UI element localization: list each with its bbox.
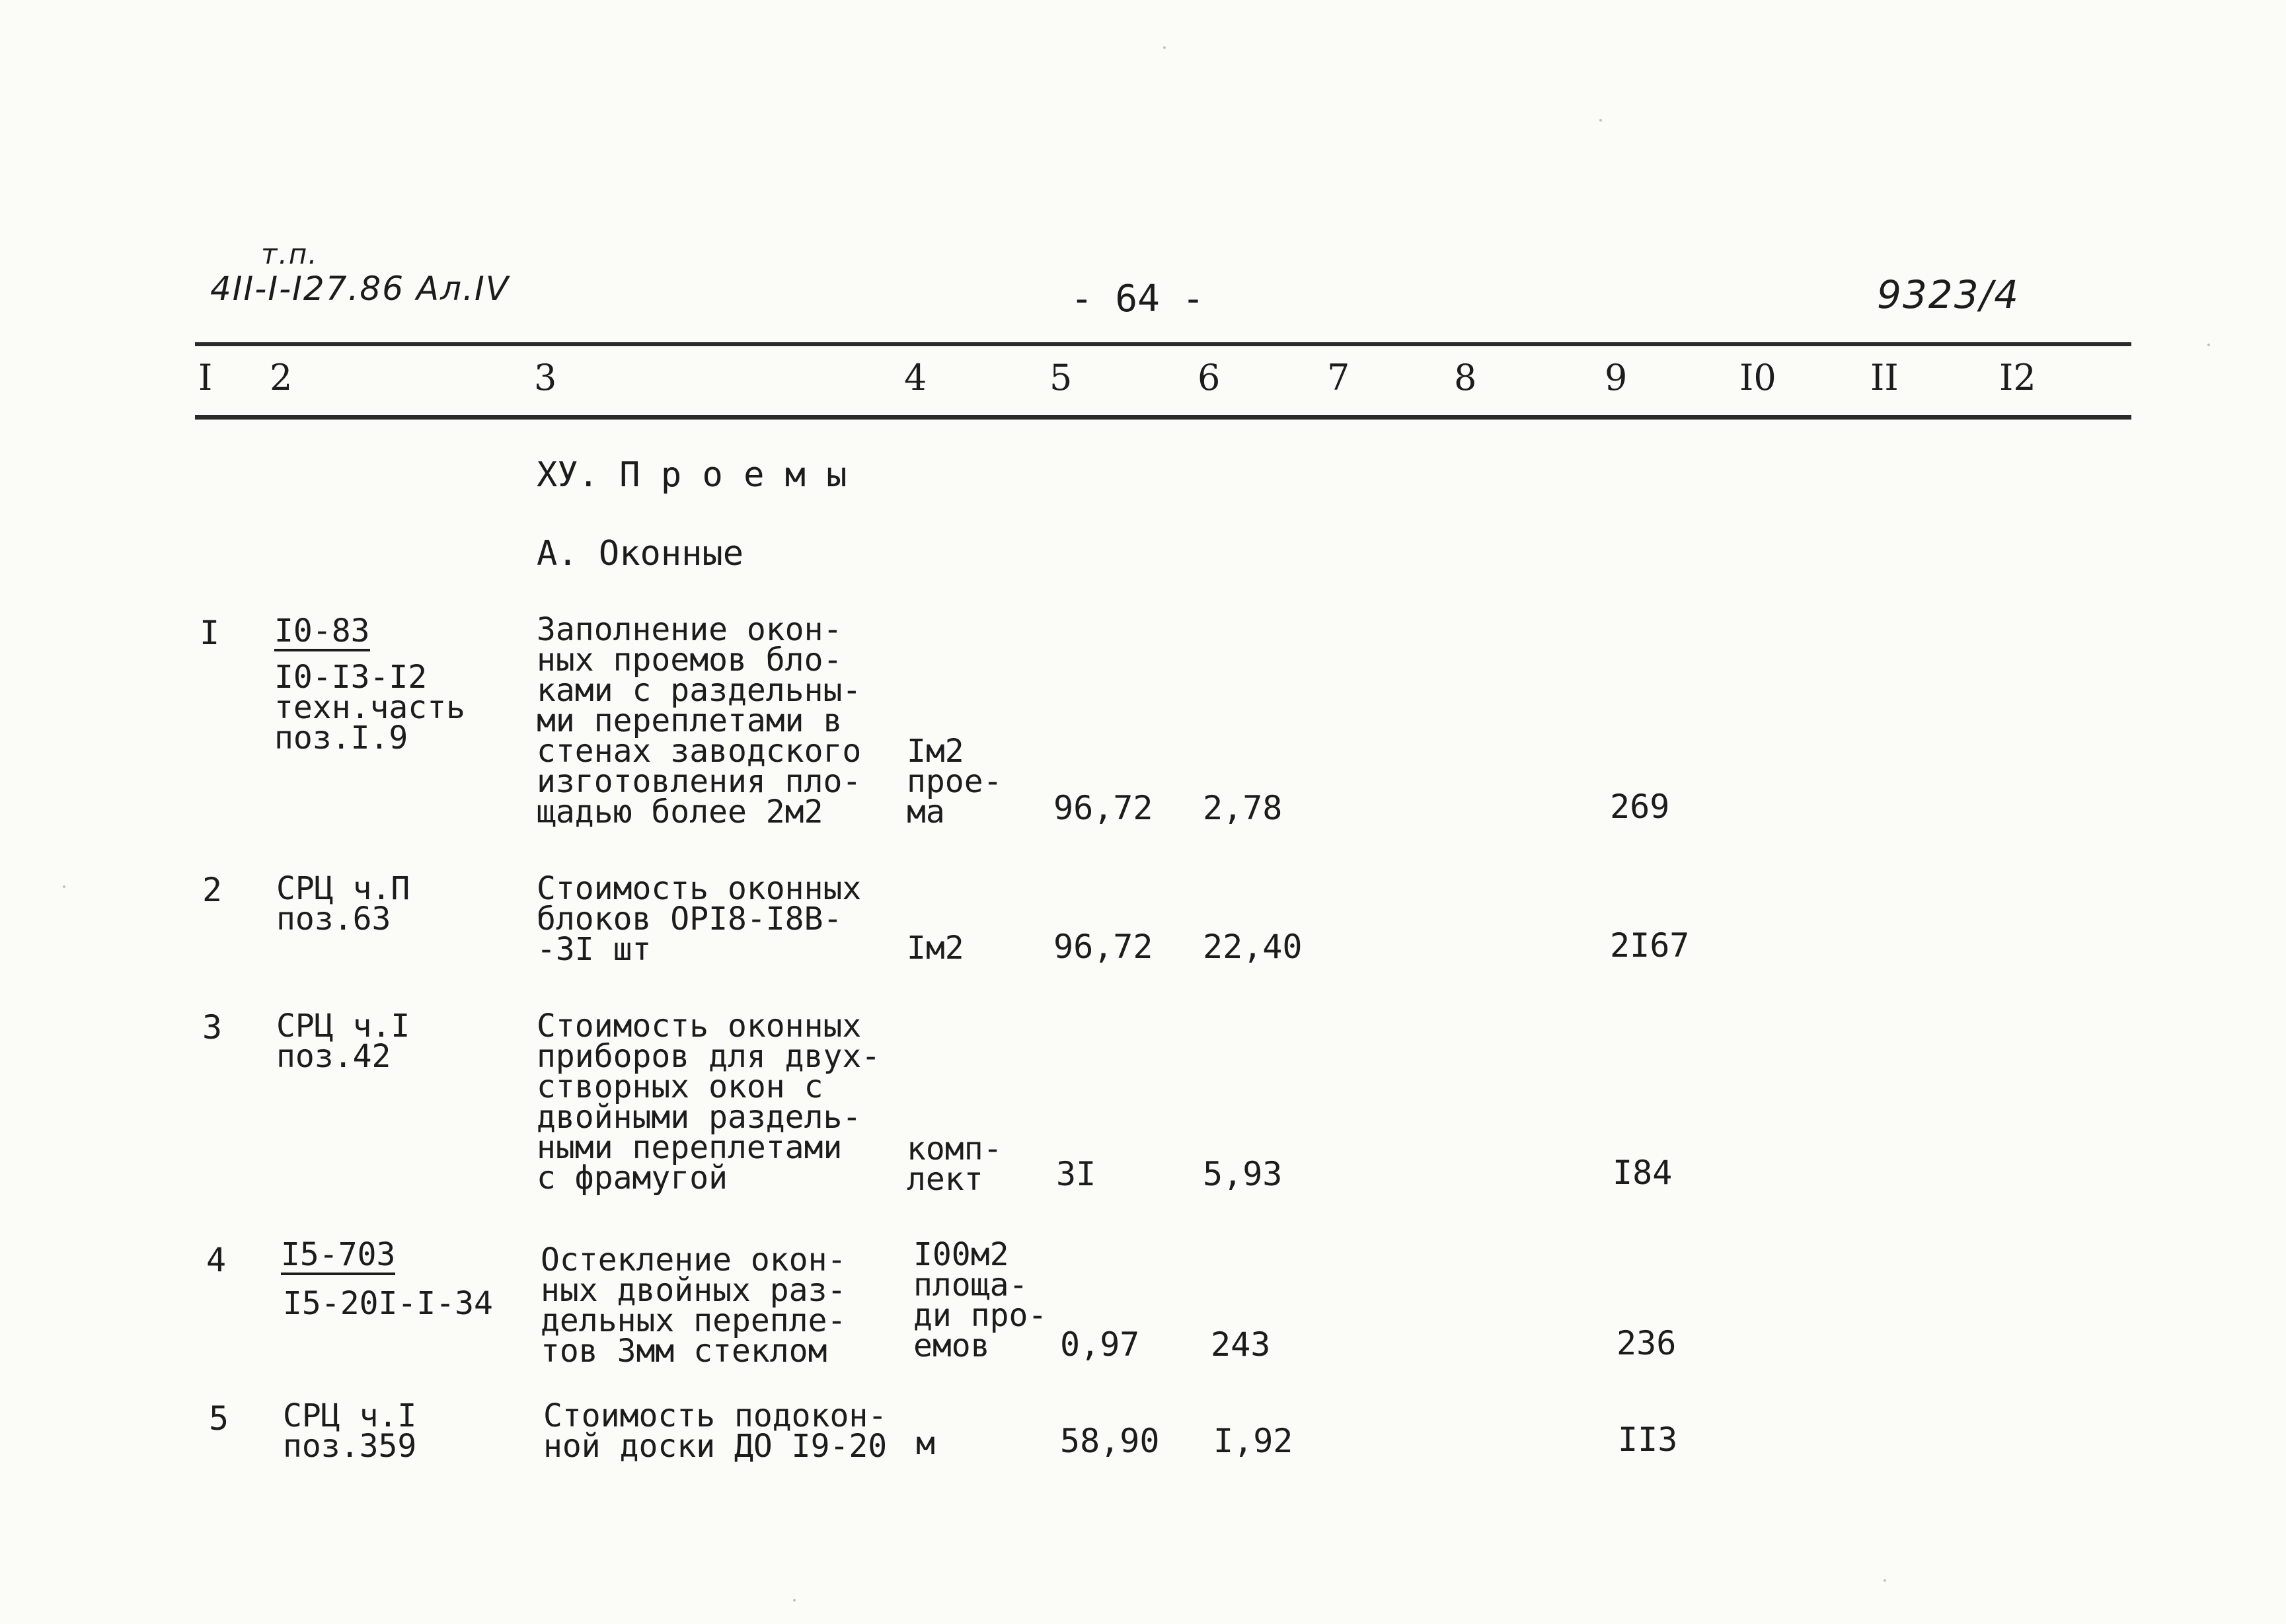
section-title: ХУ. П р о е м ы: [537, 455, 847, 495]
row-price: 5,93: [1203, 1155, 1283, 1193]
column-number: 5: [1049, 357, 1073, 398]
row-quantity: 96,72: [1053, 928, 1153, 966]
column-number: 8: [1454, 357, 1477, 398]
row-price: I,92: [1213, 1422, 1293, 1460]
row-unit: м: [916, 1425, 935, 1462]
row-number: I: [200, 614, 220, 652]
row-unit: Iм2 прое- ма: [907, 733, 1003, 830]
row-total: 236: [1617, 1324, 1677, 1362]
row-description: Остекление окон- ных двойных раз- дельных перепле- тов 3мм стеклом: [541, 1241, 847, 1370]
scan-speck: [1884, 1579, 1886, 1582]
row-quantity: 96,72: [1053, 789, 1153, 827]
tp-label: т.п.: [261, 238, 319, 270]
row-description: Стоимость оконных приборов для двух- створных окон с двойными раздель- ными переплетами с фрамугой: [537, 1008, 881, 1197]
header-rule-top: [195, 342, 2131, 346]
row-total: 2I67: [1610, 926, 1690, 965]
row-total: II3: [1618, 1421, 1678, 1459]
row-number: 3: [202, 1008, 223, 1047]
page-number: - 64 -: [1071, 277, 1205, 320]
header-rule-bottom: [195, 415, 2131, 420]
row-number: 2: [202, 871, 223, 909]
subsection-title: А. Оконные: [537, 534, 744, 573]
scan-speck: [793, 1599, 796, 1602]
row-total: I84: [1613, 1154, 1673, 1192]
column-number: II: [1870, 357, 1899, 398]
row-reference-top: [281, 1236, 396, 1275]
doc-number: 9323/4: [1877, 272, 2020, 317]
row-quantity: 3I: [1056, 1155, 1096, 1193]
row-unit: I00м2 площа- ди про- емов: [913, 1236, 1048, 1364]
row-price: 243: [1211, 1325, 1271, 1364]
column-number: 4: [904, 357, 927, 398]
row-price: 2,78: [1203, 789, 1283, 827]
row-reference: СРЦ ч.I поз.359: [283, 1397, 417, 1465]
row-unit: Iм2: [907, 930, 964, 967]
tp-code: 4II-I-I27.86 Ал.IV: [210, 270, 510, 308]
scan-speck: [1599, 119, 1602, 122]
row-description: Заполнение окон- ных проемов бло- ками с раздельны- ми переплетами в стенах заводского изготовления пло- щадью более 2м2: [537, 611, 862, 830]
row-unit: комп- лект: [907, 1130, 1003, 1198]
row-reference: I5-20I-I-34: [283, 1285, 493, 1322]
row-number: 5: [209, 1399, 229, 1438]
row-reference: СРЦ ч.I поз.42: [276, 1008, 410, 1075]
row-quantity: 0,97: [1060, 1325, 1140, 1364]
row-price: 22,40: [1203, 928, 1303, 966]
column-number: I: [198, 357, 213, 398]
column-number: 7: [1327, 357, 1350, 398]
column-number: I0: [1739, 357, 1776, 398]
column-number: I2: [1999, 357, 2036, 398]
column-number: 6: [1198, 357, 1221, 398]
row-description: Стоимость подокон- ной доски ДО I9-20: [543, 1397, 888, 1465]
scan-speck: [63, 885, 65, 888]
row-reference: I0-I3-I2 техн.часть поз.I.9: [274, 659, 465, 757]
row-number: 4: [206, 1241, 227, 1279]
column-number: 3: [534, 357, 557, 398]
column-number: 9: [1605, 357, 1628, 398]
row-quantity: 58,90: [1060, 1422, 1160, 1460]
row-total: 269: [1610, 788, 1670, 826]
row-reference-top: [274, 612, 370, 651]
row-reference: СРЦ ч.П поз.63: [276, 870, 410, 938]
scan-speck: [1163, 46, 1166, 49]
ref-underlined: I0-83: [274, 616, 370, 651]
row-description: Стоимость оконных блоков ОРI8-I8В- -3I шт: [537, 870, 862, 968]
scan-speck: [2207, 344, 2210, 346]
column-number: 2: [270, 357, 293, 398]
ref-underlined: I5-703: [281, 1239, 395, 1275]
